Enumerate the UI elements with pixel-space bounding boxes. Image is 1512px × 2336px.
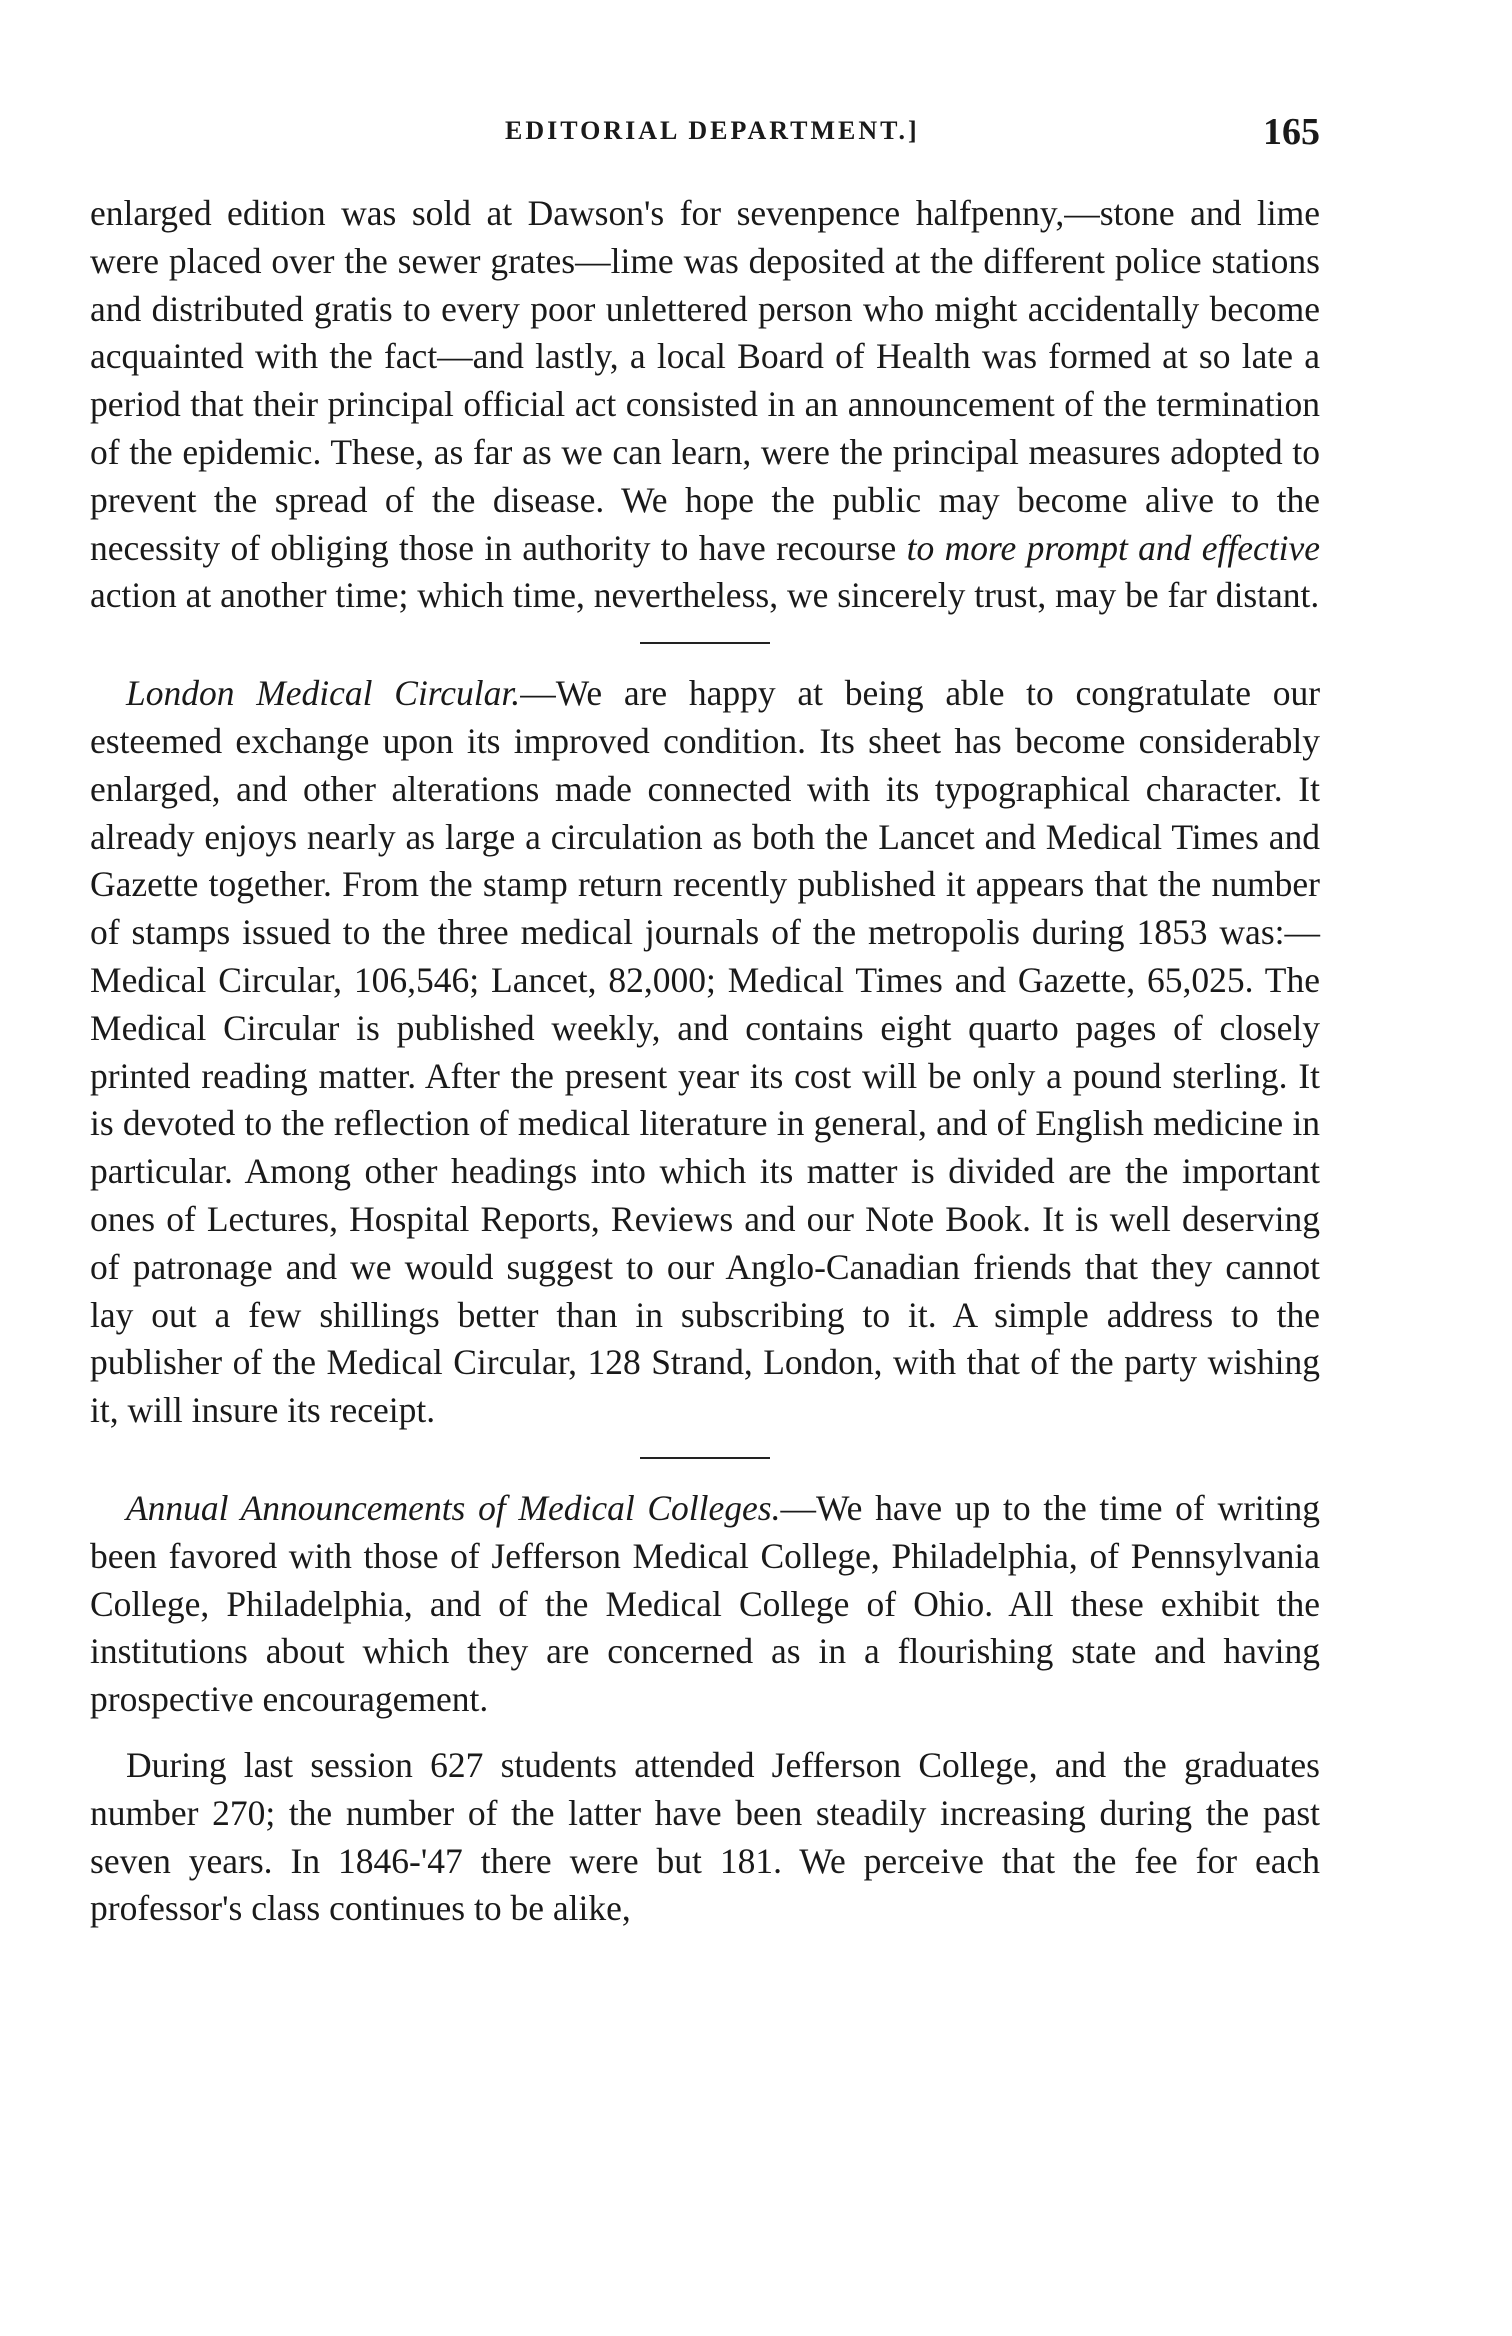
paragraph-text: During last session 627 students attended Jefferson College, and the graduates number 270; the number of the latter have been steadily increasing during the past seven years. In 1846-'47 there were but 181. We perceive that the fee for each professor's class continues to be alike, — [90, 1744, 1320, 1929]
paragraph-spacer — [90, 1724, 1320, 1742]
section-divider — [640, 642, 770, 644]
article-body — [90, 190, 1320, 1933]
paragraph-cholera-measures — [90, 190, 1320, 620]
section-lead-title: Annual Announcements of Medical Colleges. — [126, 1487, 781, 1528]
paragraph-text: —We are happy at being able to congratulate our esteemed exchange upon its improved condition. Its sheet has become considerably enlarged, and other alterations made connected with its typographical character. It already enjoys nearly as large a circulation as both the Lancet and Medical Times and Gazette together. From the stamp return recently published it appears that the number of stamps issued to the three medical journals of the metropolis during 1853 was:—Medical Circular, 106,546; Lancet, 82,000; Medical Times and Gazette, 65,025. The Medical Circular is published weekly, and contains eight quarto pages of closely printed reading matter. After the present year its cost will be only a pound sterling. It is devoted to the reflection of medical literature in general, and of English medicine in particular. Among other headings into which its matter is divided are the important ones of Lectures, Hospital Reports, Reviews and our Note Book. It is well deserving of patronage and we would suggest to our Anglo-Canadian friends that they cannot lay out a few shillings better than in subscribing to it. A simple address to the publisher of the Medical Circular, 128 Strand, London, with that of the party wishing it, will insure its receipt. — [90, 673, 1321, 1431]
paragraph-text: enlarged edition was sold at Dawson's for sevenpence halfpenny,—stone and lime were placed over the sewer grates—lime was deposited at the different police stations and distributed gratis to every poor unlettered person who might accidentally become acquainted with the fact—and lastly, a local Board of Health was formed at so late a period that their principal official act consisted in an announcement of the termination of the epidemic. These, as far as we can learn, were the principal measures adopted to prevent the spread of the disease. We hope the public may become alive to the necessity of obliging those in authority to have recourse — [90, 193, 1320, 568]
page-number: 165 — [1263, 111, 1320, 153]
section-lead-title: London Medical Circular. — [126, 673, 521, 714]
section-divider — [640, 1457, 770, 1459]
emphasized-phrase: to more prompt and effective — [906, 527, 1320, 568]
page-header — [0, 110, 1512, 160]
paragraph-jefferson-college — [90, 1742, 1320, 1933]
paragraph-annual-announcements — [90, 1485, 1320, 1724]
paragraph-text: —We have up to the time of writing been favored with those of Jefferson Medical College, Philadelphia, of Pennsylvania College, Philadelphia, and of the Medical College of Ohio. All these exhibit the institutions about which they are concerned as in a flourishing state and having prospective encouragement. — [90, 1487, 1320, 1720]
paragraph-text: action at another time; which time, nevertheless, we sincerely trust, may be far distant. — [90, 575, 1320, 616]
paragraph-london-medical-circular — [90, 670, 1320, 1435]
running-head: EDITORIAL DEPARTMENT.] — [505, 116, 920, 145]
